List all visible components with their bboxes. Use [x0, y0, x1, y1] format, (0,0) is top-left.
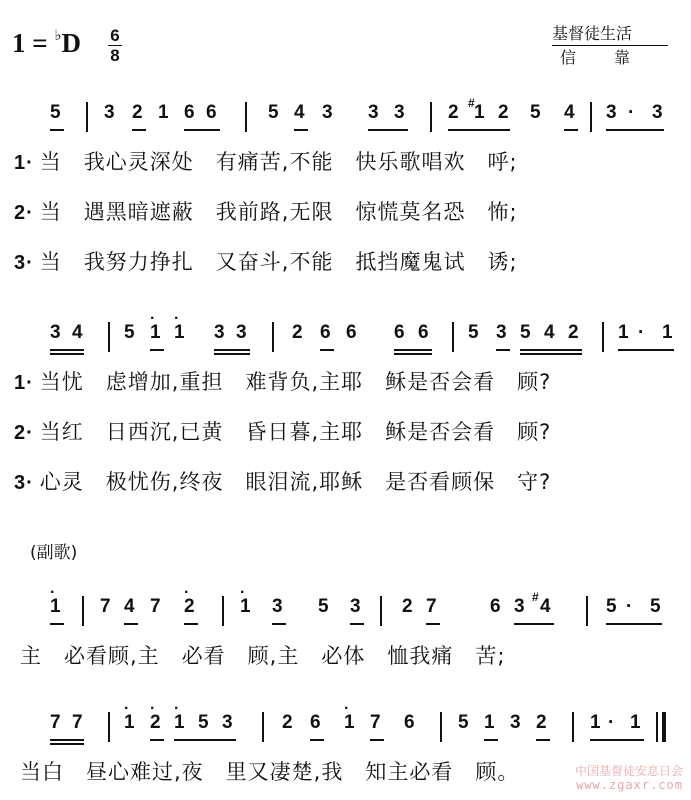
note-glyph: 6 — [184, 102, 195, 123]
note-glyph: 5 — [606, 596, 617, 617]
note-glyph: 4 — [564, 102, 575, 123]
note-glyph: 1 — [50, 596, 61, 617]
note-glyph: 6 — [346, 322, 357, 343]
note-glyph: 2 — [292, 322, 303, 343]
note-glyph: 1 — [344, 712, 355, 733]
note-glyph: 6 — [320, 322, 331, 343]
note-glyph: · — [608, 712, 615, 733]
note-glyph: 6 — [394, 322, 405, 343]
note-glyph: 2 — [282, 712, 293, 733]
beam-underline — [294, 129, 308, 131]
song-author: 信靠 — [560, 48, 669, 67]
note-glyph: · — [344, 700, 350, 717]
beam-underline — [50, 623, 64, 625]
notation-row-4 — [0, 700, 691, 748]
note-glyph: 3 — [652, 102, 663, 123]
note-glyph: 3 — [368, 102, 379, 123]
note-glyph: 7 — [72, 712, 83, 733]
bar-line — [430, 102, 432, 132]
bar-line — [245, 102, 247, 132]
note-glyph: 6 — [404, 712, 415, 733]
note-glyph: 3 — [394, 102, 405, 123]
beam-underline — [536, 739, 550, 741]
notation-row-2 — [0, 310, 691, 358]
beam-underline — [150, 349, 164, 351]
time-signature: 6 8 — [108, 26, 122, 65]
lyric-row-2-verse-1: 1· 当忧 虑增加,重担 难背负,主耶 稣是否会看 顾? — [14, 370, 552, 394]
beam-underline — [272, 623, 286, 625]
note-glyph: 4 — [544, 322, 555, 343]
beam-underline — [310, 739, 324, 741]
song-title: 基督徒生活 — [552, 22, 668, 46]
note-glyph: · — [240, 584, 246, 601]
beam-underline — [150, 739, 164, 741]
lyric-row-1-verse-3: 3· 当 我努力挣扎 又奋斗,不能 抵挡魔鬼试 诱; — [14, 250, 518, 274]
beam-underline — [448, 129, 510, 131]
beam-underline — [350, 623, 364, 625]
note-glyph: 2 — [150, 712, 161, 733]
note-glyph: 5 — [520, 322, 531, 343]
note-glyph: 7 — [150, 596, 161, 617]
beam-underline — [320, 349, 334, 351]
beam-underline — [606, 623, 662, 625]
beam-underline — [214, 353, 250, 355]
lyric-row-4-chorus: 当白 昼心难过,夜 里又凄楚,我 知主必看 顾。 — [20, 760, 520, 784]
beam-underline — [564, 129, 578, 131]
note-glyph: · — [174, 310, 180, 327]
beam-underline — [184, 129, 220, 131]
beam-underline — [370, 739, 384, 741]
note-glyph: 3 — [50, 322, 61, 343]
note-glyph: 1 — [618, 322, 629, 343]
beam-underline — [50, 349, 84, 351]
bar-line — [222, 596, 224, 626]
lyric-row-2-verse-2: 2· 当红 日西沉,已黄 昏日暮,主耶 稣是否会看 顾? — [14, 420, 552, 444]
note-glyph: 1 — [174, 322, 185, 343]
note-glyph: 4 — [124, 596, 135, 617]
note-glyph: 7 — [50, 712, 61, 733]
note-glyph: 7 — [370, 712, 381, 733]
note-glyph: 3 — [214, 322, 225, 343]
note-glyph: 4 — [72, 322, 83, 343]
beam-underline — [514, 623, 554, 625]
note-glyph: 1 — [590, 712, 601, 733]
bar-line — [108, 712, 110, 742]
note-glyph: 1 — [630, 712, 641, 733]
lyric-row-3-chorus: 主 必看顾,主 必看 顾,主 必体 恤我痛 苦; — [20, 644, 506, 668]
note-glyph: · — [626, 596, 633, 617]
note-glyph: 5 — [468, 322, 479, 343]
section-label-chorus: (副歌) — [30, 543, 78, 563]
note-glyph: # — [468, 96, 475, 110]
bar-line — [82, 596, 84, 626]
note-glyph: 2 — [568, 322, 579, 343]
beam-underline — [124, 623, 138, 625]
bar-line — [656, 712, 658, 742]
bar-line — [602, 322, 604, 352]
note-glyph: 2 — [184, 596, 195, 617]
note-glyph: 3 — [104, 102, 115, 123]
note-glyph: 1 — [484, 712, 495, 733]
note-glyph: 1 — [474, 102, 485, 123]
notation-row-3 — [0, 584, 691, 632]
bar-line — [440, 712, 442, 742]
beam-underline — [394, 349, 432, 351]
note-glyph: # — [532, 590, 539, 604]
key-signature: 1 = ♭D — [12, 28, 81, 58]
beam-underline — [214, 349, 250, 351]
beam-underline — [520, 353, 582, 355]
note-glyph: 6 — [310, 712, 321, 733]
note-glyph: 2 — [132, 102, 143, 123]
note-glyph: 2 — [402, 596, 413, 617]
bar-line — [590, 102, 592, 132]
note-glyph: 2 — [536, 712, 547, 733]
note-glyph: 2 — [498, 102, 509, 123]
beam-underline — [184, 623, 198, 625]
beam-underline — [368, 129, 408, 131]
note-glyph: 6 — [418, 322, 429, 343]
note-glyph: · — [150, 700, 156, 717]
note-glyph: 1 — [124, 712, 135, 733]
note-glyph: 3 — [606, 102, 617, 123]
note-glyph: 2 — [448, 102, 459, 123]
note-glyph: 3 — [322, 102, 333, 123]
note-glyph: 1 — [158, 102, 169, 123]
note-glyph: 3 — [514, 596, 525, 617]
bar-line — [452, 322, 454, 352]
note-glyph: 5 — [124, 322, 135, 343]
beam-underline — [484, 739, 498, 741]
beam-underline — [426, 623, 440, 625]
beam-underline — [50, 129, 64, 131]
bar-line — [86, 102, 88, 132]
note-glyph: 5 — [318, 596, 329, 617]
note-glyph: 4 — [540, 596, 551, 617]
beam-underline — [496, 349, 510, 351]
note-glyph: 3 — [510, 712, 521, 733]
note-glyph: 5 — [458, 712, 469, 733]
note-glyph: 5 — [530, 102, 541, 123]
beam-underline — [606, 129, 664, 131]
bar-line — [262, 712, 264, 742]
note-glyph: 3 — [236, 322, 247, 343]
note-glyph: · — [628, 102, 635, 123]
note-glyph: · — [174, 700, 180, 717]
lyric-row-1-verse-2: 2· 当 遇黑暗遮蔽 我前路,无限 惊慌莫名恐 怖; — [14, 200, 518, 224]
song-credit — [552, 22, 668, 69]
beam-underline — [132, 129, 146, 131]
note-glyph: · — [124, 700, 130, 717]
lyric-row-1-verse-1: 1· 当 我心灵深处 有痛苦,不能 快乐歌唱欢 呼; — [14, 150, 518, 174]
note-glyph: 1 — [240, 596, 251, 617]
note-glyph: 3 — [272, 596, 283, 617]
bar-line — [380, 596, 382, 626]
note-glyph: 3 — [222, 712, 233, 733]
note-glyph: 5 — [268, 102, 279, 123]
watermark — [575, 764, 683, 792]
bar-line — [272, 322, 274, 352]
beam-underline — [590, 739, 644, 741]
note-glyph: · — [50, 584, 56, 601]
beam-underline — [394, 353, 432, 355]
beam-underline — [50, 743, 84, 745]
beam-underline — [618, 349, 674, 351]
note-glyph: 1 — [662, 322, 673, 343]
beam-underline — [50, 353, 84, 355]
note-glyph: 6 — [206, 102, 217, 123]
note-glyph: 4 — [294, 102, 305, 123]
note-glyph: 3 — [350, 596, 361, 617]
note-glyph: · — [150, 310, 156, 327]
watermark-url: www.zgaxr.com — [576, 778, 683, 792]
note-glyph: 5 — [198, 712, 209, 733]
beam-underline — [174, 739, 236, 741]
bar-line — [108, 322, 110, 352]
note-glyph: 6 — [490, 596, 501, 617]
note-glyph: 1 — [150, 322, 161, 343]
note-glyph: 5 — [650, 596, 661, 617]
watermark-name: 中国基督徒安息日会 — [574, 764, 683, 778]
bar-line — [572, 712, 574, 742]
beam-underline — [520, 349, 582, 351]
beam-underline — [50, 739, 84, 741]
note-glyph: 5 — [50, 102, 61, 123]
note-glyph: · — [638, 322, 645, 343]
note-glyph: 3 — [496, 322, 507, 343]
lyric-row-2-verse-3: 3· 心灵 极忧伤,终夜 眼泪流,耶稣 是否看顾保 守? — [14, 470, 552, 494]
note-glyph: 1 — [174, 712, 185, 733]
note-glyph: 7 — [426, 596, 437, 617]
note-glyph: · — [184, 584, 190, 601]
bar-line — [586, 596, 588, 626]
notation-row-1 — [0, 98, 691, 138]
note-glyph: 7 — [100, 596, 111, 617]
